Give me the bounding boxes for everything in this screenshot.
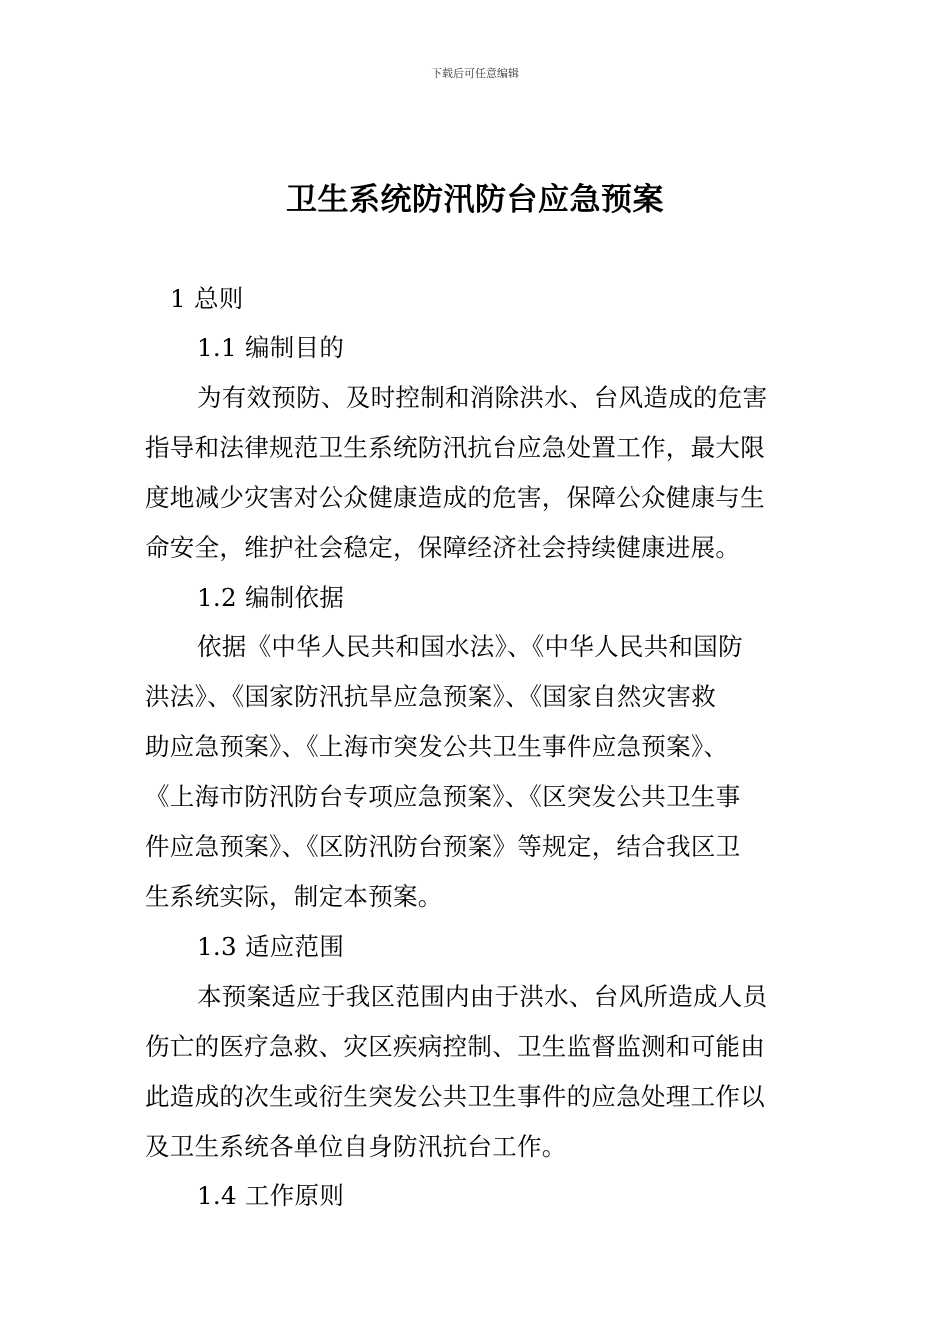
- subsection-heading: 1.2 编制依据: [197, 583, 345, 612]
- document-title: 卫生系统防汛防台应急预案: [286, 182, 664, 218]
- paragraph-line: 为有效预防、及时控制和消除洪水、台风造成的危害: [197, 383, 768, 412]
- paragraph-line: 生系统实际，制定本预案。: [145, 882, 443, 911]
- paragraph-line: 《上海市防汛防台专项应急预案》、《区突发公共卫生事: [145, 782, 741, 811]
- paragraph-line: 件应急预案》、《区防汛防台预案》等规定，结合我区卫: [145, 832, 741, 861]
- subsection-heading: 1.4 工作原则: [197, 1181, 345, 1210]
- subsection-heading: 1.1 编制目的: [197, 333, 345, 362]
- paragraph-line: 指导和法律规范卫生系统防汛抗台应急处置工作，最大限: [145, 433, 765, 462]
- paragraph-line: 及卫生系统各单位自身防汛抗台工作。: [145, 1132, 567, 1161]
- paragraph-line: 助应急预案》、《上海市突发公共卫生事件应急预案》、: [145, 732, 729, 761]
- paragraph-line: 度地减少灾害对公众健康造成的危害，保障公众健康与生: [145, 483, 765, 512]
- paragraph-line: 洪法》、《国家防汛抗旱应急预案》、《国家自然灾害救: [145, 682, 716, 711]
- paragraph-line: 伤亡的医疗急救、灾区疾病控制、卫生监督监测和可能由: [145, 1032, 765, 1061]
- section-heading: 1 总则: [170, 284, 244, 313]
- page-header-note: 下载后可任意编辑: [431, 67, 519, 80]
- paragraph-line: 此造成的次生或衍生突发公共卫生事件的应急处理工作以: [145, 1082, 765, 1111]
- paragraph-line: 本预案适应于我区范围内由于洪水、台风所造成人员: [197, 982, 768, 1011]
- paragraph-line: 命安全，维护社会稳定，保障经济社会持续健康进展。: [145, 533, 741, 562]
- subsection-heading: 1.3 适应范围: [197, 932, 345, 961]
- paragraph-line: 依据《中华人民共和国水法》、《中华人民共和国防: [197, 632, 743, 661]
